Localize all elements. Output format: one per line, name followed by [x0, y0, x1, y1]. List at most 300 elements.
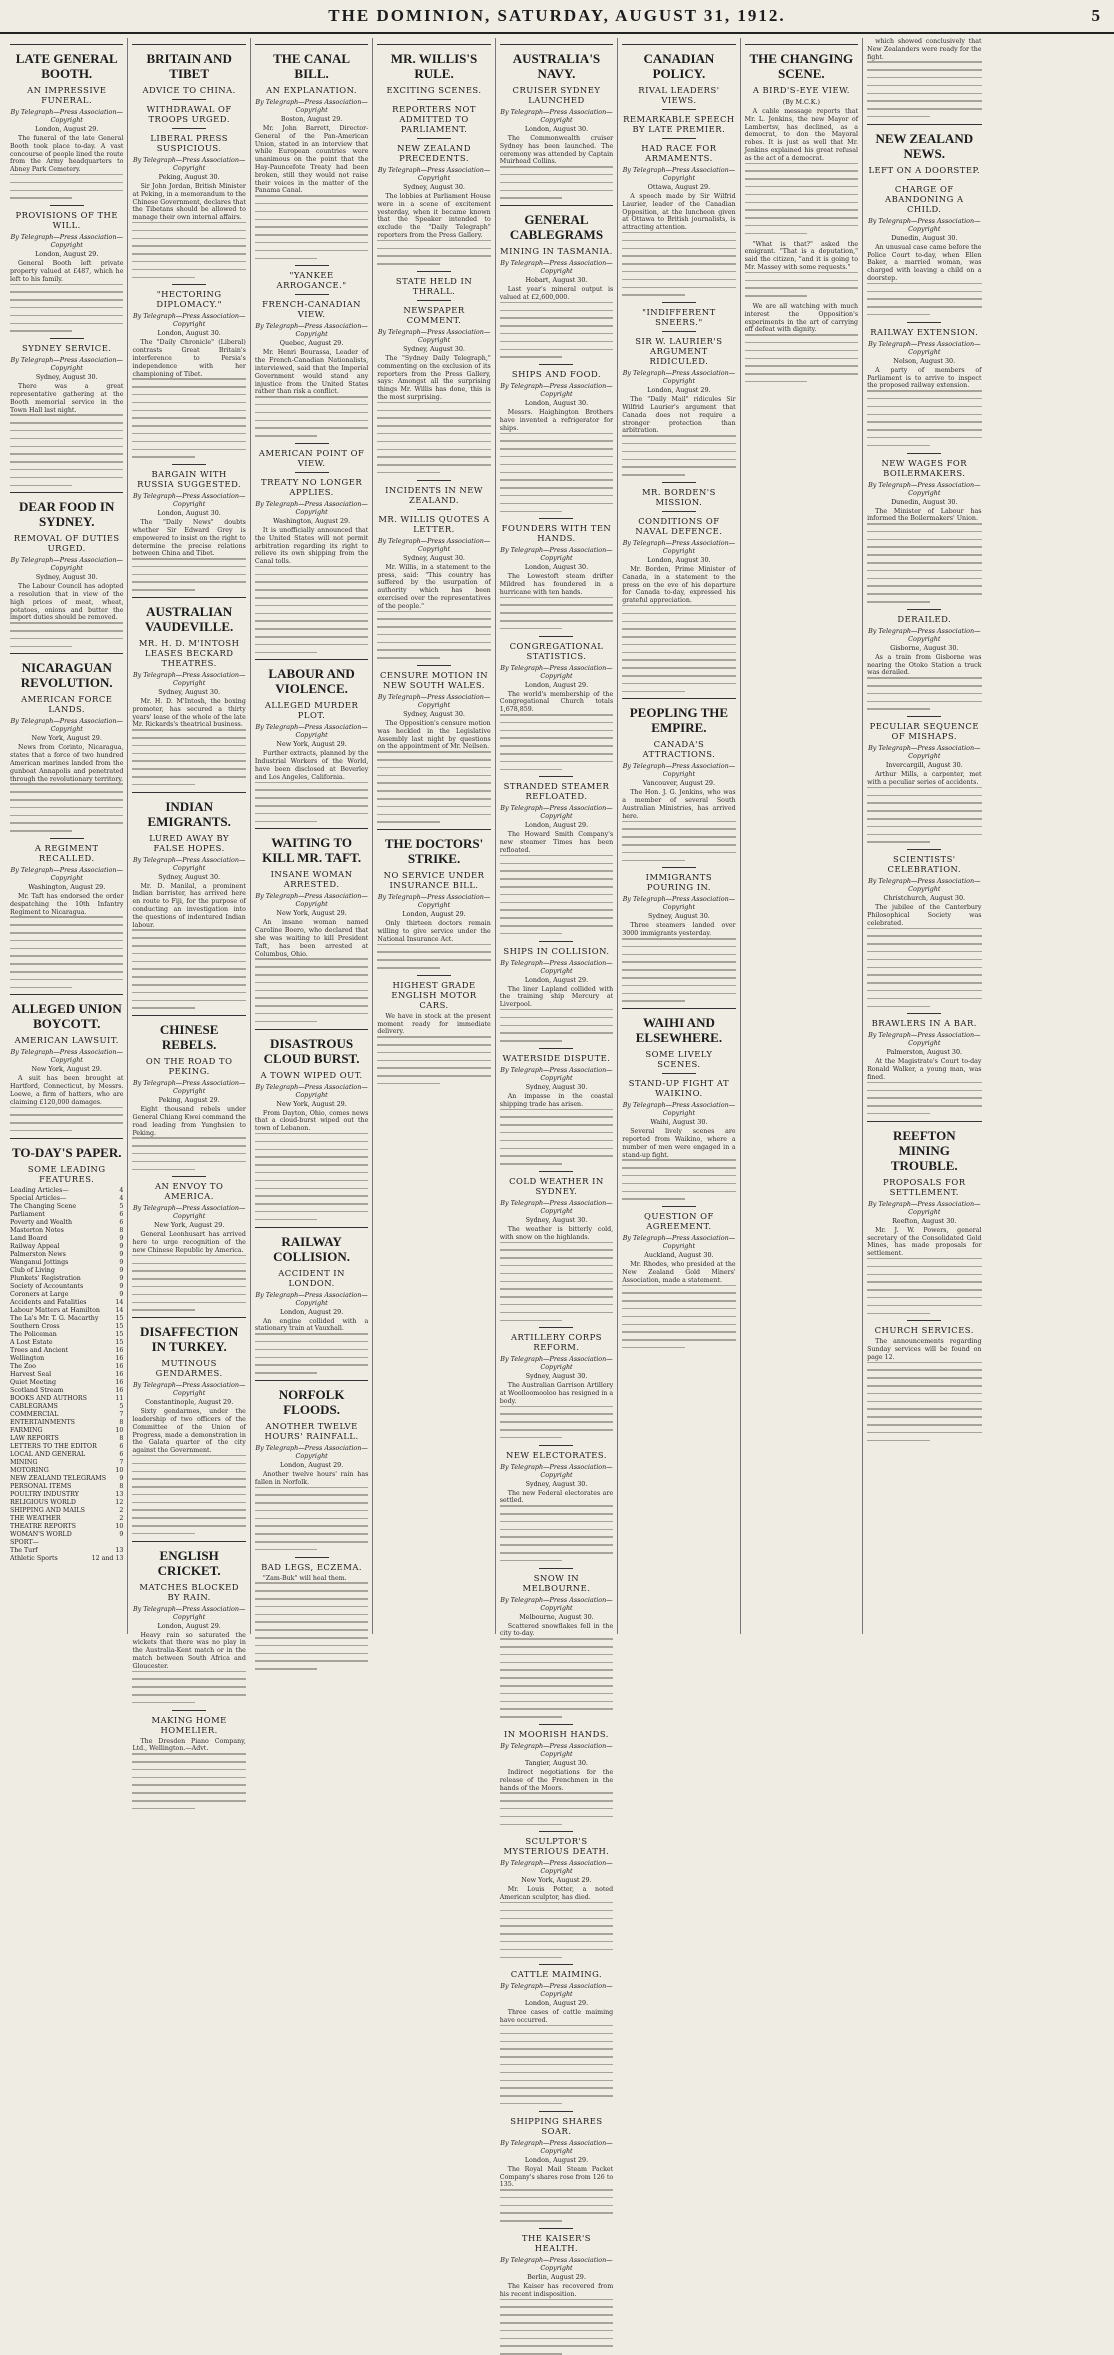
index-page: 10 — [115, 1426, 124, 1434]
text-line — [745, 202, 858, 204]
index-page: 7 — [119, 1458, 124, 1466]
body-text-lines — [255, 1582, 368, 1669]
text-line — [867, 414, 981, 416]
index-page: 16 — [115, 1386, 124, 1394]
article-body: The Hon. J. G. Jenkins, who was a member of several South Australian Ministries, has arrived here. — [622, 789, 736, 820]
text-line — [377, 441, 490, 443]
article — [622, 302, 735, 327]
article-dateline: Dunedin, August 30. — [891, 497, 958, 506]
index-page: 8 — [119, 1482, 124, 1490]
text-line — [500, 722, 613, 724]
text-line — [255, 1668, 317, 1670]
body-text-lines — [867, 1362, 981, 1441]
text-line — [10, 284, 123, 286]
text-line — [255, 1021, 317, 1023]
text-line — [867, 85, 981, 87]
index-page: 16 — [115, 1346, 124, 1354]
text-line — [132, 945, 245, 947]
index-label: LETTERS TO THE EDITOR — [10, 1442, 97, 1450]
text-line — [500, 1910, 613, 1912]
index-label: Railway Appeal — [10, 1242, 60, 1250]
article — [255, 1227, 368, 1374]
text-line — [500, 1536, 613, 1538]
index-label: The Turf — [10, 1546, 38, 1554]
article-headline: THE CANAL BILL. — [273, 51, 351, 81]
article-body: The funeral of the late General Booth took place to-day. A vast concourse of people lined the route from the Army headquarters to Abney Park Cemetery. — [10, 135, 124, 174]
text-line — [132, 1270, 245, 1272]
text-line — [867, 951, 981, 953]
text-line — [132, 968, 245, 970]
text-line — [255, 1487, 368, 1489]
text-line — [622, 938, 735, 940]
index-label: Club of Living — [10, 1266, 55, 1274]
index-label: MOTORING — [10, 1466, 49, 1474]
text-line — [132, 1278, 245, 1280]
text-line — [500, 2095, 613, 2097]
article — [132, 1541, 245, 1704]
article-dateline: Sydney, August 30. — [158, 872, 221, 881]
text-line — [500, 356, 562, 358]
text-line — [132, 1153, 245, 1155]
body-text-lines — [500, 714, 613, 770]
index-page: 6 — [119, 1210, 124, 1218]
text-line — [622, 279, 735, 281]
article-subhead: FOUNDERS WITH TEN HANDS. — [501, 523, 612, 544]
body-text-lines — [132, 929, 245, 1008]
text-line — [867, 928, 981, 930]
text-line — [132, 1000, 245, 1002]
article — [745, 44, 858, 234]
text-line — [867, 1401, 981, 1403]
divider — [417, 665, 451, 666]
text-line — [10, 190, 123, 192]
index-item — [10, 1243, 123, 1251]
column-7 — [741, 38, 863, 1634]
article — [255, 294, 368, 436]
text-line — [867, 77, 981, 79]
article-dateline: London, August 30. — [524, 125, 589, 133]
text-line — [745, 209, 858, 211]
article-subhead: MR. H. D. M'INTOSH LEASES BECKARD THEATRES. — [138, 638, 240, 669]
text-line — [10, 807, 123, 809]
article-headline: DISASTROUS CLOUD BURST. — [263, 1035, 360, 1066]
divider — [417, 271, 451, 272]
text-line — [867, 1393, 981, 1395]
text-line — [10, 1130, 72, 1132]
article — [745, 303, 858, 382]
article-body: Several lively scenes are reported from Waikino, where a number of men were engaged in a stand-up fight. — [622, 1128, 736, 1159]
article-body: From Dayton, Ohio, comes news that a cloud-burst wiped out the town of Lebanon. — [254, 1109, 369, 1133]
text-line — [132, 1702, 194, 1704]
text-line — [132, 1494, 245, 1496]
text-line — [622, 1183, 735, 1185]
press-credit: By Telegraph—Press Association—Copyright — [500, 2138, 613, 2155]
article-body: The Opposition's censure motion was heckled in the Legislative Assembly last night by questions on the appointment of Mr. Neilsen. — [377, 720, 491, 751]
index-label: Accidents and Fatalities — [10, 1298, 87, 1306]
article-dateline: London, August 30. — [647, 555, 711, 564]
text-line — [132, 425, 245, 427]
text-line — [867, 826, 981, 828]
text-line — [10, 197, 72, 199]
index-page: 9 — [119, 1258, 124, 1266]
text-line — [867, 1424, 981, 1426]
text-line — [10, 307, 123, 309]
article-dateline: Sydney, August 30. — [648, 912, 710, 921]
divider — [417, 300, 451, 301]
text-line — [500, 1132, 613, 1134]
divider — [417, 138, 451, 139]
text-line — [500, 1249, 613, 1251]
body-text-lines — [255, 782, 368, 822]
text-line — [255, 613, 368, 615]
text-line — [500, 2087, 613, 2089]
body-text-lines — [622, 1285, 735, 1349]
article-dateline: Sydney, August 30. — [403, 710, 465, 719]
article — [867, 1320, 981, 1441]
text-line — [132, 589, 194, 591]
article-dateline: Auckland, August 30. — [644, 1251, 714, 1260]
text-line — [255, 974, 368, 976]
text-line — [622, 255, 735, 257]
divider — [172, 99, 206, 100]
body-text-lines — [622, 232, 735, 296]
text-line — [132, 992, 245, 994]
divider — [662, 138, 696, 139]
article-subhead: PROVISIONS OF THE WILL. — [15, 210, 118, 231]
text-line — [500, 2072, 613, 2074]
text-line — [132, 1517, 245, 1519]
index-label: THEATRE REPORTS — [10, 1522, 76, 1530]
body-text-lines — [10, 783, 123, 831]
body-text-lines — [500, 302, 613, 358]
article — [500, 2228, 613, 2355]
press-credit: By Telegraph—Press Association—Copyright — [10, 108, 123, 124]
divider — [907, 322, 941, 323]
text-line — [622, 652, 735, 654]
divider — [417, 975, 451, 976]
press-credit: By Telegraph—Press Association—Copyright — [255, 1082, 368, 1099]
text-line — [10, 414, 123, 416]
text-line — [867, 974, 981, 976]
text-line — [255, 782, 368, 784]
text-line — [10, 182, 123, 184]
divider — [662, 867, 696, 868]
press-credit: By Telegraph—Press Association—Copyright — [255, 1443, 368, 1460]
text-line — [10, 469, 123, 471]
newspaper-title: THE DOMINION, SATURDAY, AUGUST 31, 1912. — [328, 6, 786, 25]
index-label: Wanganui Jottings — [10, 1258, 69, 1266]
index-label: THE WEATHER — [10, 1514, 61, 1522]
text-line — [500, 1638, 613, 1640]
text-line — [500, 1957, 562, 1959]
article-body: "Zam-Buk" will heal them. — [262, 1574, 347, 1582]
text-line — [500, 1163, 562, 1165]
article-headline: AUSTRALIA'S NAVY. — [512, 51, 601, 81]
text-line — [622, 993, 735, 995]
article-subhead: ARTILLERY CORPS REFORM. — [510, 1332, 602, 1353]
article-dateline: Peking, August 29. — [158, 1096, 220, 1105]
index-page: 16 — [115, 1362, 124, 1370]
press-credit: By Telegraph—Press Association—Copyright — [132, 855, 246, 872]
text-line — [10, 822, 123, 824]
article — [255, 1557, 368, 1670]
press-credit: By Telegraph—Press Association—Copyright — [500, 1595, 613, 1612]
article-subhead: RIVAL LEADERS' VIEWS. — [638, 85, 720, 105]
article — [500, 518, 613, 629]
text-line — [377, 402, 490, 404]
text-line — [745, 287, 858, 289]
text-line — [10, 638, 123, 640]
text-line — [10, 783, 123, 785]
index-item — [10, 1411, 123, 1419]
article-headline: DEAR FOOD IN SYDNEY. — [19, 499, 115, 530]
article-subhead: DERAILED. — [897, 613, 952, 624]
text-line — [132, 745, 245, 747]
text-line — [867, 943, 981, 945]
text-line — [10, 987, 72, 989]
text-line — [255, 1637, 368, 1639]
text-line — [622, 435, 735, 437]
text-line — [622, 946, 735, 948]
body-text-lines — [377, 240, 490, 265]
text-line — [500, 1824, 562, 1826]
press-credit: By Telegraph—Press Association—Copyright — [868, 480, 981, 497]
article-body: Heavy rain so saturated the wickets that there was no play in the Australia-Kent match or in the match between South Africa and Gloucester. — [132, 1631, 246, 1670]
text-line — [255, 1525, 368, 1527]
body-text-lines — [500, 1109, 613, 1165]
text-line — [377, 657, 439, 659]
press-credit: By Telegraph—Press Association—Copyright — [132, 1381, 246, 1398]
page-number: 5 — [1091, 6, 1100, 25]
index-item — [10, 1491, 123, 1499]
article-subhead: CATTLE MAIMING. — [510, 1969, 603, 1980]
divider — [417, 99, 451, 100]
text-line — [867, 523, 981, 525]
article — [500, 1964, 613, 2104]
article-headline: CANADIAN POLICY. — [643, 51, 715, 81]
index-item — [10, 1547, 123, 1555]
divider — [539, 1048, 573, 1049]
article-body: Mr. Louis Potter, a noted American sculptor, has died. — [499, 1886, 614, 1902]
text-line — [132, 784, 194, 786]
article-dateline: New York, August 29. — [276, 740, 347, 749]
article-headline: WAITING TO KILL MR. TAFT. — [262, 835, 362, 866]
article-subhead: HIGHEST GRADE ENGLISH MOTOR CARS. — [391, 979, 477, 1010]
press-credit: By Telegraph—Press Association—Copyright — [132, 312, 246, 329]
text-line — [132, 753, 245, 755]
text-line — [10, 940, 123, 942]
text-line — [132, 776, 245, 778]
text-line — [500, 714, 613, 716]
text-line — [500, 2345, 613, 2347]
text-line — [500, 1109, 613, 1111]
text-line — [255, 581, 368, 583]
text-line — [867, 554, 981, 556]
text-line — [255, 1541, 368, 1543]
index-item — [10, 1339, 123, 1347]
press-credit: By Telegraph—Press Association—Copyright — [500, 108, 613, 124]
text-line — [745, 225, 858, 227]
body-text-lines — [500, 433, 613, 512]
body-text-lines — [745, 272, 858, 297]
text-line — [745, 365, 858, 367]
divider — [539, 1724, 573, 1725]
body-text-lines — [132, 1255, 245, 1311]
text-line — [867, 531, 981, 533]
press-credit: By Telegraph—Press Association—Copyright — [500, 663, 613, 680]
text-line — [622, 240, 735, 242]
text-line — [867, 291, 981, 293]
text-line — [132, 1455, 245, 1457]
press-credit: By Telegraph—Press Association—Copyright — [500, 546, 613, 563]
text-line — [867, 1369, 981, 1371]
press-credit: By Telegraph—Press Association—Copyright — [132, 1604, 246, 1621]
index-page: 15 — [115, 1338, 124, 1346]
article-subhead: AMERICAN FORCE LANDS. — [21, 694, 113, 715]
text-line — [132, 1671, 245, 1673]
article — [622, 698, 735, 861]
text-line — [500, 2189, 613, 2191]
press-credit: By Telegraph—Press Association—Copyright — [500, 382, 613, 399]
article-dateline: New York, August 29. — [276, 909, 347, 918]
text-line — [132, 961, 245, 963]
text-line — [500, 2033, 613, 2035]
article — [132, 284, 245, 457]
article-subhead: SCULPTOR'S MYSTERIOUS DEATH. — [503, 1836, 610, 1857]
article-body: The "Sydney Daily Telegraph," commenting on the exclusion of its reporters from the Press Gallery, says: Amongst all the surprising things Mr. Willis has done, this is the most surprising. — [377, 354, 491, 401]
article-dateline: New York, August 29. — [276, 1099, 347, 1108]
text-line — [500, 1304, 613, 1306]
index-label: PERSONAL ITEMS — [10, 1482, 72, 1490]
text-line — [500, 1406, 613, 1408]
column-5 — [496, 38, 618, 2298]
body-text-lines — [255, 396, 368, 436]
text-line — [500, 1902, 613, 1904]
text-line — [255, 574, 368, 576]
press-credit: By Telegraph—Press Association—Copyright — [868, 744, 981, 761]
text-line — [10, 330, 72, 332]
index-label: SPORT— — [10, 1538, 39, 1546]
article-body: Scattered snowflakes fell in the city to-day. — [499, 1622, 614, 1638]
text-line — [500, 597, 613, 599]
text-line — [377, 959, 490, 961]
text-line — [745, 178, 858, 180]
text-line — [377, 1052, 490, 1054]
text-line — [10, 1107, 123, 1109]
text-line — [255, 1364, 368, 1366]
article-body: An insane woman named Caroline Boero, who declared that she was waiting to kill President Taft, has been arrested at Columbus, Ohio. — [254, 919, 369, 958]
body-text-lines — [500, 166, 613, 199]
index-page: 12 and 13 — [91, 1554, 124, 1562]
index-page: 9 — [119, 1530, 124, 1538]
article — [500, 364, 613, 512]
article-subhead: BAD LEGS, ECZEMA. — [261, 1561, 363, 1572]
text-line — [867, 421, 981, 423]
article-dateline: London, August 29. — [157, 1621, 221, 1630]
text-line — [255, 1141, 368, 1143]
index-page: 8 — [119, 1418, 124, 1426]
divider — [172, 284, 206, 285]
article-subhead: A TOWN WIPED OUT. — [260, 1069, 363, 1080]
text-line — [132, 1808, 194, 1810]
text-line — [867, 437, 981, 439]
text-line — [867, 1105, 981, 1107]
text-line — [745, 233, 807, 235]
index-page: 6 — [119, 1442, 124, 1450]
text-line — [867, 1097, 981, 1099]
text-line — [500, 1708, 613, 1710]
article-dateline: Constantinople, August 29. — [145, 1398, 234, 1407]
text-line — [377, 611, 490, 613]
text-line — [132, 269, 245, 271]
body-text-lines — [255, 1133, 368, 1220]
article-subhead: FRENCH-CANADIAN VIEW. — [262, 299, 362, 320]
index-label: MINING — [10, 1458, 38, 1466]
text-line — [500, 2048, 613, 2050]
text-line — [500, 1320, 562, 1322]
article-headline: PEOPLING THE EMPIRE. — [629, 705, 729, 736]
article-subhead: NEW ELECTORATES. — [505, 1449, 607, 1460]
index-page: 8 — [119, 1226, 124, 1234]
text-line — [132, 1769, 245, 1771]
article-body: We have in stock at the present moment ready for immediate delivery. — [377, 1012, 491, 1036]
index-page: 5 — [119, 1402, 124, 1410]
text-line — [255, 420, 368, 422]
article-body: The liner Lapland collided with the training ship Mercury at Liverpool. — [499, 985, 614, 1009]
text-line — [10, 948, 123, 950]
divider — [539, 2111, 573, 2112]
article-dateline: Christchurch, August 30. — [883, 894, 966, 903]
article — [867, 179, 981, 316]
article — [622, 1073, 735, 1200]
article-headline: TO-DAY'S PAPER. — [11, 1144, 122, 1160]
article-dateline: New York, August 29. — [31, 1065, 102, 1074]
article-subhead: ADVICE TO CHINA. — [142, 85, 236, 95]
article — [500, 941, 613, 1042]
body-text-lines — [132, 1753, 245, 1809]
text-line — [867, 1090, 981, 1092]
index-label: The Changing Scene — [10, 1202, 77, 1210]
text-line — [10, 315, 123, 317]
divider — [907, 179, 941, 180]
text-line — [500, 1552, 613, 1554]
text-line — [867, 685, 981, 687]
article-subhead: CANADA'S ATTRACTIONS. — [642, 739, 716, 760]
text-line — [500, 197, 562, 199]
text-line — [622, 443, 735, 445]
article-dateline: London, August 29. — [35, 125, 99, 133]
text-line — [10, 323, 123, 325]
text-line — [867, 398, 981, 400]
article-dateline: Melbourne, August 30. — [519, 1612, 594, 1621]
body-text-lines — [500, 1505, 613, 1561]
text-line — [500, 1421, 613, 1423]
text-line — [377, 790, 490, 792]
article — [10, 994, 123, 1131]
article-subhead: AN EXPLANATION. — [266, 85, 358, 95]
text-line — [377, 1075, 490, 1077]
press-credit: By Telegraph—Press Association—Copyright — [868, 1031, 981, 1048]
text-line — [500, 1155, 613, 1157]
masthead — [0, 0, 1114, 34]
body-text-lines — [255, 1487, 368, 1551]
index-page: 15 — [115, 1314, 124, 1322]
article-body: An engine collided with a stationary train at Vauxhall. — [254, 1317, 369, 1333]
text-line — [10, 477, 123, 479]
text-line — [500, 1941, 613, 1943]
article-body: Only thirteen doctors remain willing to give service under the National Insurance Act. — [377, 920, 491, 943]
text-line — [132, 1678, 245, 1680]
